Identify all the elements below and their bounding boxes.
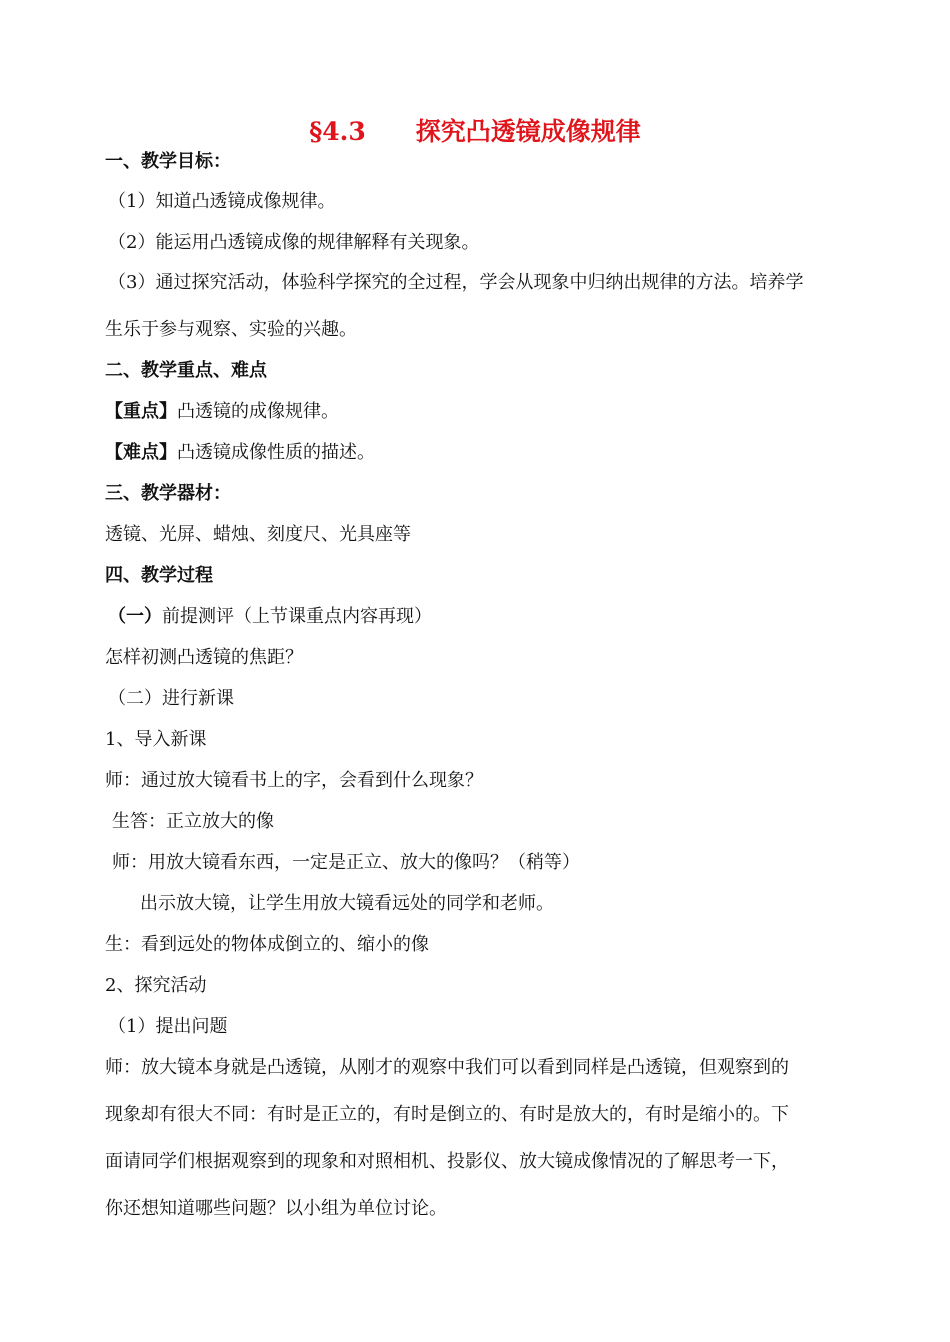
section-heading-process: 四、教学过程	[105, 565, 213, 586]
process-step-1-label: （一）	[108, 606, 162, 627]
dialogue-student-1: 生答：正立放大的像	[112, 811, 274, 832]
key-point-text: 凸透镜的成像规律。	[177, 401, 339, 422]
equipment-list: 透镜、光屏、蜡烛、刻度尺、光具座等	[105, 524, 411, 545]
process-step-1-text: 前提测评（上节课重点内容再现）	[162, 606, 432, 627]
section-heading-key-points: 二、教学重点、难点	[105, 360, 267, 381]
dialogue-teacher-2: 师：用放大镜看东西，一定是正立、放大的像吗？（稍等）	[112, 852, 580, 873]
subsection-intro: 1、导入新课	[105, 729, 207, 750]
objective-2: （2）能运用凸透镜成像的规律解释有关现象。	[108, 232, 480, 253]
difficulty-item	[105, 441, 375, 465]
key-point-item	[105, 400, 339, 424]
document-title: §4.3 探究凸透镜成像规律	[309, 117, 641, 146]
teacher-paragraph-line-2: 现象却有很大不同：有时是正立的，有时是倒立的、有时是放大的，有时是缩小的。下	[105, 1104, 789, 1125]
dialogue-teacher-1: 师：通过放大镜看书上的字，会看到什么现象？	[105, 770, 483, 791]
teacher-paragraph-line-1: 师：放大镜本身就是凸透镜，从刚才的观察中我们可以看到同样是凸透镜，但观察到的	[105, 1057, 789, 1078]
subsection-exploration: 2、探究活动	[105, 975, 207, 996]
objective-3-line-1: （3）通过探究活动，体验科学探究的全过程，学会从现象中归纳出规律的方法。培养学	[108, 272, 804, 293]
teacher-paragraph-line-3: 面请同学们根据观察到的现象和对照相机、投影仪、放大镜成像情况的了解思考一下，	[105, 1151, 789, 1172]
process-question: 怎样初测凸透镜的焦距？	[105, 647, 303, 668]
dialogue-student-2: 生：看到远处的物体成倒立的、缩小的像	[105, 934, 429, 955]
section-heading-equipment: 三、教学器材：	[105, 483, 231, 504]
difficulty-label: 【难点】	[105, 442, 177, 463]
process-step-1	[108, 605, 432, 629]
objective-3-line-2: 生乐于参与观察、实验的兴趣。	[105, 319, 357, 340]
key-point-label: 【重点】	[105, 401, 177, 422]
objective-1: （1）知道凸透镜成像规律。	[108, 191, 336, 212]
section-heading-objectives: 一、教学目标：	[105, 151, 231, 172]
teacher-paragraph-line-4: 你还想知道哪些问题？以小组为单位讨论。	[105, 1198, 447, 1219]
exploration-step-1: （1）提出问题	[108, 1016, 228, 1037]
teacher-action: 出示放大镜，让学生用放大镜看远处的同学和老师。	[140, 893, 554, 914]
process-step-2: （二）进行新课	[108, 688, 234, 709]
difficulty-text: 凸透镜成像性质的描述。	[177, 442, 375, 463]
